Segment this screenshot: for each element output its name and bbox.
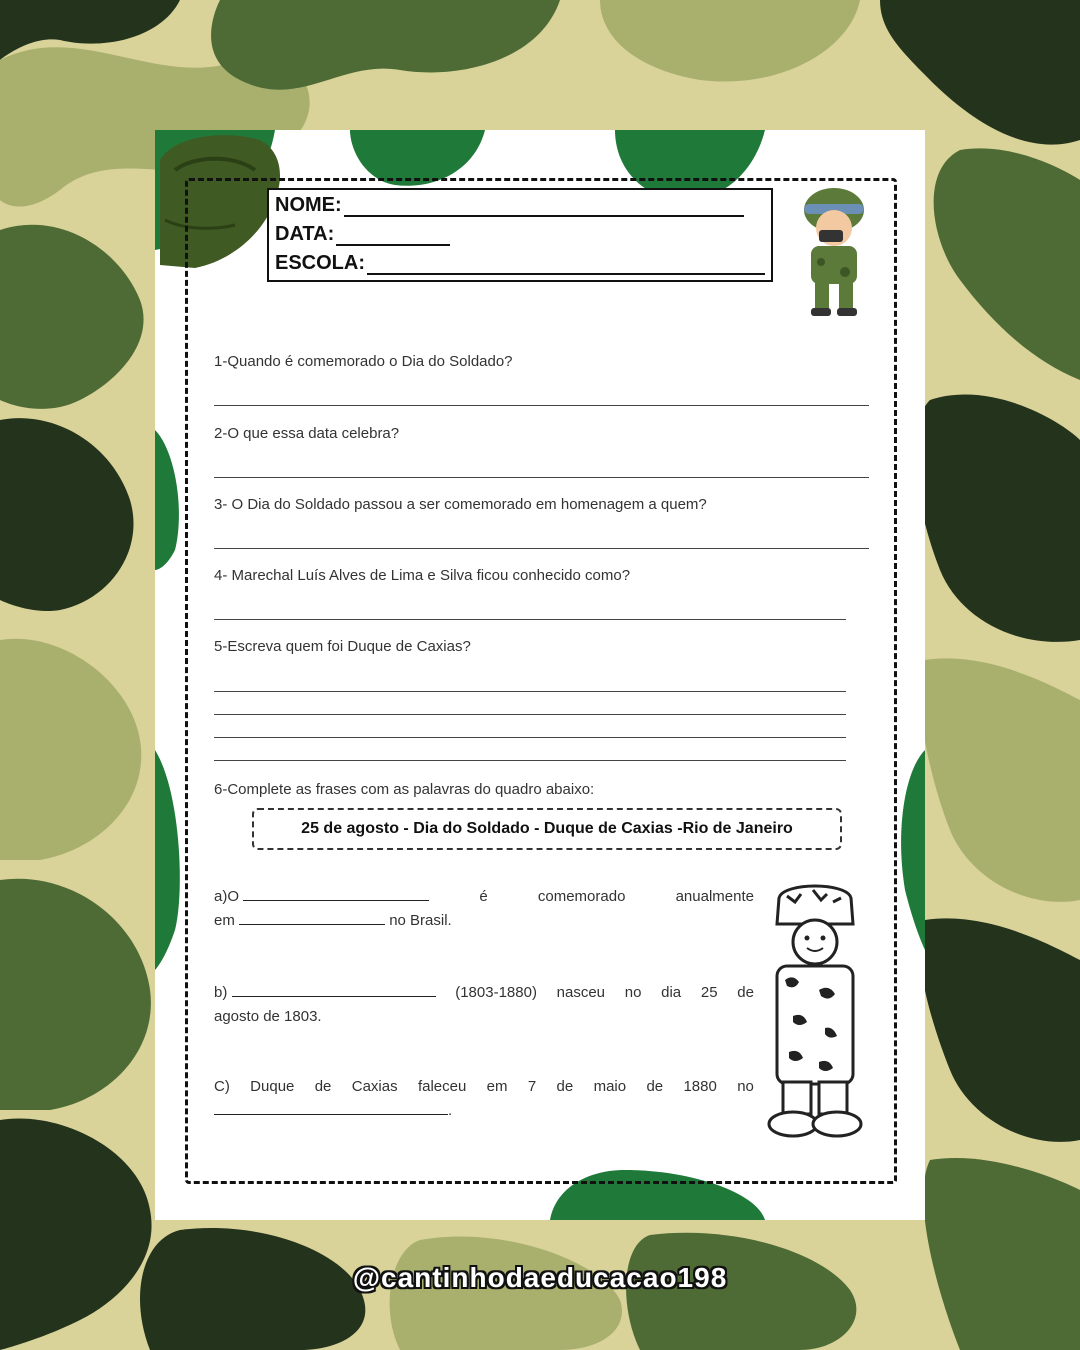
student-info-box <box>267 188 773 282</box>
soldier-coloring-illustration <box>763 880 867 1142</box>
sentence-a-word1: é <box>479 888 488 905</box>
sentence-c-word: faleceu <box>417 1078 467 1095</box>
question-1: 1-Quando é comemorado o Dia do Soldado? <box>214 353 513 370</box>
sentence-c-word: de <box>556 1078 574 1095</box>
sentence-a-end: no Brasil. <box>389 912 452 929</box>
sentence-b-w2: nasceu <box>556 984 606 1001</box>
sentence-b <box>214 981 754 1029</box>
answer-line-1[interactable] <box>214 405 869 406</box>
nome-label: NOME: <box>275 194 342 216</box>
answer-line-5b[interactable] <box>214 714 846 715</box>
sentence-a-start: a)O <box>214 888 240 905</box>
social-handle: @cantinhodaeducacao198 <box>352 1262 728 1293</box>
data-label: DATA: <box>275 223 335 245</box>
answer-line-5a[interactable] <box>214 691 846 692</box>
sentence-c-word: Duque <box>250 1078 295 1095</box>
sentence-c-word: de <box>314 1078 332 1095</box>
escola-label: ESCOLA: <box>275 252 365 274</box>
data-field[interactable] <box>336 226 450 246</box>
nome-field[interactable] <box>344 197 744 217</box>
question-4: 4- Marechal Luís Alves de Lima e Silva ficou conhecido como? <box>214 567 631 584</box>
answer-line-2[interactable] <box>214 477 869 478</box>
question-2: 2-O que essa data celebra? <box>214 425 400 442</box>
blank-a2[interactable] <box>239 910 385 925</box>
blank-a1[interactable] <box>243 886 429 901</box>
answer-line-3[interactable] <box>214 548 869 549</box>
sentence-b-line2: agosto de 1803. <box>214 1008 322 1025</box>
sentence-a-em: em <box>214 912 235 929</box>
sentence-b-w3: no <box>624 984 642 1001</box>
sentence-c-word: 1880 <box>683 1078 717 1095</box>
escola-line <box>275 252 765 275</box>
sentence-c-word: no <box>737 1078 754 1095</box>
word-bank-text: 25 de agosto - Dia do Soldado - Duque de Caxias -Rio de Janeiro <box>301 820 793 837</box>
answer-line-5c[interactable] <box>214 737 846 738</box>
sentence-b-w1: (1803-1880) <box>455 984 537 1001</box>
sentence-b-start: b) <box>214 984 228 1001</box>
sentence-c-word: de <box>646 1078 664 1095</box>
answer-line-4[interactable] <box>214 619 846 620</box>
sentence-c-end: . <box>448 1102 453 1119</box>
sentence-c-word: C) <box>214 1078 230 1095</box>
sentence-b-w6: de <box>737 984 754 1001</box>
nome-line <box>275 194 744 217</box>
question-3: 3- O Dia do Soldado passou a ser comemorado em homenagem a quem? <box>214 496 707 513</box>
question-5: 5-Escreva quem foi Duque de Caxias? <box>214 638 471 655</box>
sentence-b-w4: dia <box>661 984 682 1001</box>
answer-line-5d[interactable] <box>214 760 846 761</box>
escola-field[interactable] <box>367 255 765 275</box>
sentence-a-word3: anualmente <box>675 888 754 905</box>
soldier-binoculars-illustration <box>789 182 879 322</box>
sentence-c-word: 7 <box>527 1078 537 1095</box>
blank-c1[interactable] <box>214 1100 448 1115</box>
data-line <box>275 223 450 246</box>
sentence-c <box>214 1075 754 1123</box>
sentence-b-w5: 25 <box>700 984 718 1001</box>
sentence-c-word: maio <box>593 1078 627 1095</box>
sentence-c-word: em <box>486 1078 508 1095</box>
question-6: 6-Complete as frases com as palavras do quadro abaixo: <box>214 781 595 798</box>
word-bank-box <box>252 808 842 850</box>
blank-b1[interactable] <box>232 982 436 997</box>
sentence-c-word: Caxias <box>351 1078 398 1095</box>
worksheet-page <box>155 130 925 1220</box>
sentence-a-word2: comemorado <box>537 888 626 905</box>
sentence-a <box>214 885 754 933</box>
